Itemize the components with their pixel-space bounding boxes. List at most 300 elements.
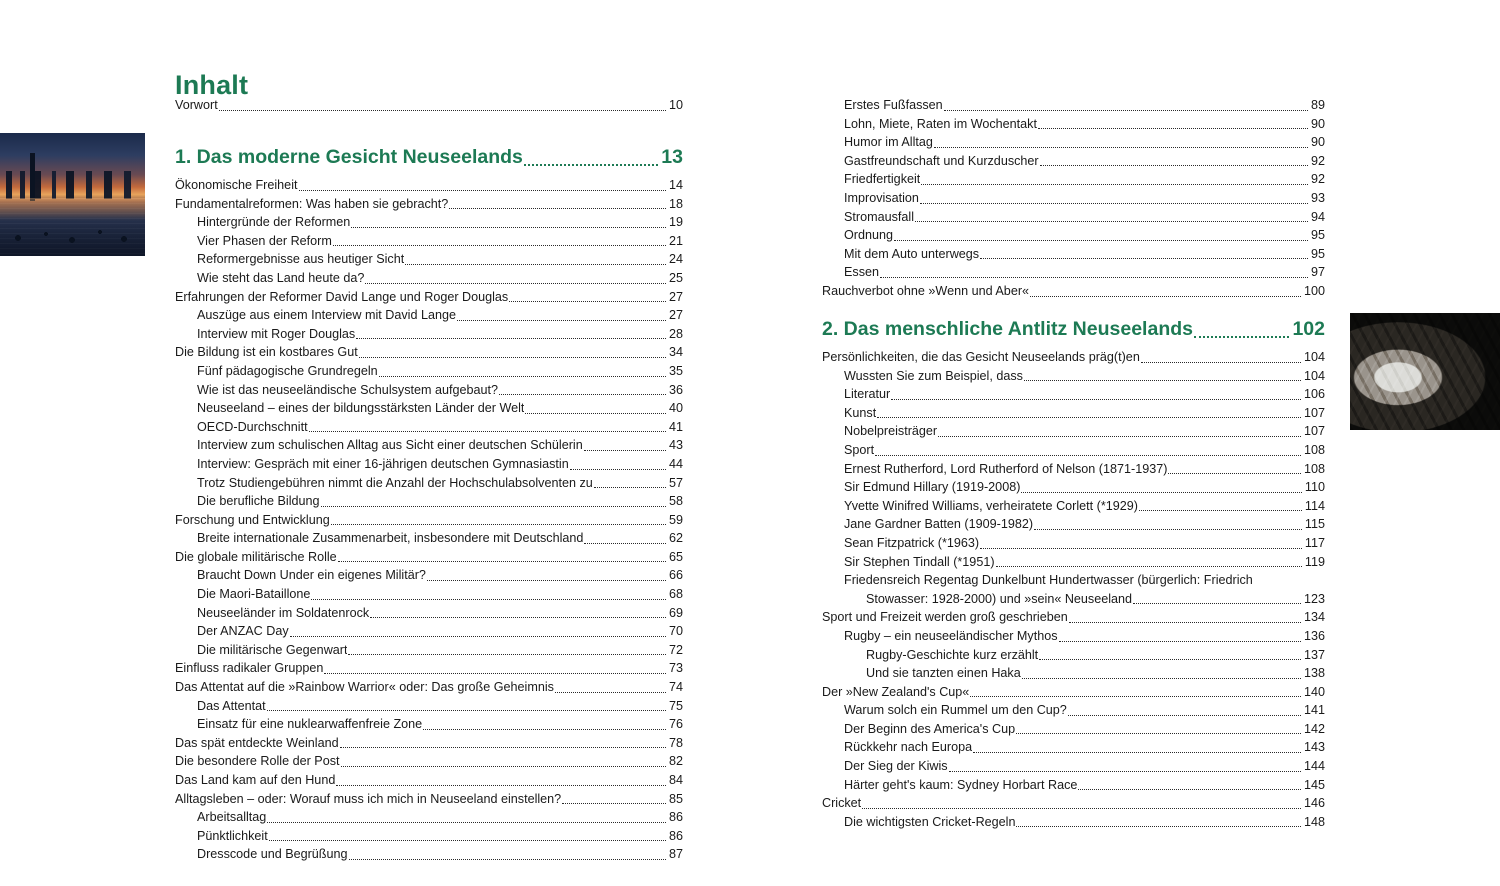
toc-entry-label: Ökonomische Freiheit (175, 178, 298, 192)
toc-entry-page: 69 (668, 605, 683, 620)
toc-entry[interactable] (175, 641, 683, 660)
toc-entry-page: 62 (668, 531, 683, 546)
toc-entry-label: Breite internationale Zusammenarbeit, insbesondere mit Deutschland (197, 531, 584, 546)
toc-entry[interactable] (175, 436, 683, 455)
leader-dots (1168, 473, 1301, 474)
toc-entry-page: 78 (668, 735, 683, 750)
leader-dots (365, 283, 666, 284)
leader-dots (980, 258, 1308, 259)
toc-entry[interactable] (175, 771, 683, 790)
toc-entry-label: Kunst (844, 405, 877, 420)
toc-entry-page: 27 (668, 289, 683, 304)
toc-entry-page: 21 (668, 233, 683, 248)
toc-entry-page: 138 (1303, 666, 1325, 681)
toc-entry-page: 19 (668, 215, 683, 230)
toc-entry-label: Der Beginn des America's Cup (844, 721, 1016, 736)
chapter-heading-2[interactable] (822, 314, 1325, 344)
leader-dots (290, 636, 666, 637)
chapter-page: 102 (1292, 318, 1325, 340)
toc-entry-page: 145 (1303, 777, 1325, 792)
toc-entry-page: 90 (1310, 135, 1325, 150)
toc-entry-label: Trotz Studiengebühren nimmt die Anzahl der Hochschulabsolventen zu (197, 475, 593, 490)
toc-entry-page: 72 (668, 642, 683, 657)
toc-entry-page: 141 (1303, 703, 1325, 718)
toc-entry-label2: Stowasser: 1928-2000) und »sein« Neuseeland (866, 591, 1133, 606)
leader-dots (1059, 641, 1301, 642)
toc-entry-page: 84 (668, 773, 683, 787)
toc-entry-page: 27 (668, 308, 683, 323)
toc-entry-label: Alltagsleben – oder: Worauf muss ich mich in Neuseeland einstellen? (175, 791, 562, 806)
toc-entry-label: Arbeitsalltag (197, 810, 267, 825)
toc-entry-label: Wussten Sie zum Beispiel, dass (844, 368, 1023, 383)
leader-dots (524, 164, 658, 166)
toc-entry-page: 75 (668, 698, 683, 713)
toc-entry[interactable] (822, 404, 1325, 423)
toc-entry-page: 110 (1304, 480, 1325, 495)
leader-dots (996, 566, 1302, 567)
toc-entry-page: 95 (1310, 228, 1325, 243)
leader-dots (405, 264, 666, 265)
leader-dots (1039, 659, 1301, 660)
toc-entry-page: 115 (1304, 517, 1325, 532)
toc-entry-label: Wie steht das Land heute da? (197, 270, 365, 285)
toc-entry[interactable] (175, 418, 683, 437)
leader-dots (880, 277, 1308, 278)
toc-entry-label: Vorwort (175, 98, 218, 112)
toc-entry[interactable] (175, 250, 683, 269)
leader-dots (555, 692, 666, 693)
leader-dots (938, 436, 1301, 437)
toc-entry-label: Interview zum schulischen Alltag aus Sicht einer deutschen Schülerin (197, 438, 583, 453)
toc-entry-page: 35 (668, 363, 683, 378)
toc-entry[interactable] (822, 646, 1325, 665)
toc-entry-label: Der »New Zealand's Cup« (822, 684, 970, 699)
toc-entry[interactable] (175, 566, 683, 585)
toc-entry-page: 82 (668, 754, 683, 769)
toc-entry-page: 117 (1304, 535, 1325, 550)
toc-entry-label: Neuseeland – eines der bildungsstärksten Länder der Welt (197, 401, 525, 416)
toc-entry-label: Rugby – ein neuseeländischer Mythos (844, 628, 1058, 643)
toc-entry-page: 92 (1310, 172, 1325, 187)
toc-entry-label: Pünktlichkeit (197, 828, 268, 843)
leader-dots (862, 808, 1301, 809)
toc-entry[interactable] (822, 571, 1325, 608)
leader-dots (949, 771, 1301, 772)
leader-dots (324, 673, 666, 674)
toc-entry-page: 140 (1303, 684, 1325, 699)
toc-entry[interactable] (822, 263, 1325, 282)
leader-dots (1141, 362, 1301, 363)
toc-entry-label: Sport und Freizeit werden groß geschrieben (822, 610, 1068, 625)
toc-entry[interactable] (175, 269, 683, 288)
page-title: Inhalt (175, 70, 249, 100)
toc-entry[interactable] (175, 399, 683, 418)
toc-entry-page: 143 (1303, 740, 1325, 755)
toc-entry-label: Das Land kam auf den Hund (175, 773, 336, 787)
leader-dots (423, 729, 666, 730)
leader-dots (1078, 789, 1301, 790)
toc-entry-page: 59 (668, 512, 683, 527)
toc-entry-page: 107 (1303, 405, 1325, 420)
toc-entry-page: 25 (668, 270, 683, 285)
toc-entry[interactable] (822, 422, 1325, 441)
leader-dots (499, 394, 666, 395)
toc-entry[interactable] (822, 189, 1325, 208)
leader-dots (1016, 826, 1301, 827)
toc-entry-page: 108 (1303, 442, 1325, 457)
toc-entry[interactable] (175, 343, 683, 362)
toc-entry-label: Braucht Down Under ein eigenes Militär? (197, 568, 426, 583)
toc-entry[interactable] (175, 790, 683, 809)
toc-entry-label: Einfluss radikaler Gruppen (175, 661, 324, 676)
toc-entry[interactable] (175, 548, 683, 567)
toc-entry-page: 104 (1303, 368, 1325, 383)
toc-entry[interactable] (822, 460, 1325, 479)
toc-entry-label: Sir Stephen Tindall (*1951) (844, 554, 995, 569)
leader-dots (920, 203, 1308, 204)
leader-dots (1069, 622, 1301, 623)
toc-entry-page: 137 (1303, 647, 1325, 662)
leader-dots (1030, 296, 1301, 297)
leader-dots (1024, 380, 1301, 381)
toc-entry-label: Humor im Alltag (844, 135, 933, 150)
toc-entry-page: 136 (1303, 628, 1325, 643)
leader-dots (359, 357, 666, 358)
leader-dots (944, 110, 1308, 111)
toc-entry-page: 108 (1303, 461, 1325, 476)
toc-entry[interactable] (175, 715, 683, 734)
toc-entry-label: Jane Gardner Batten (1909-1982) (844, 517, 1034, 532)
toc-entry-page: 74 (668, 680, 683, 695)
toc-entry-label-continuation (844, 590, 1325, 609)
leader-dots (594, 487, 666, 488)
toc-entry[interactable] (822, 701, 1325, 720)
toc-entry-page: 97 (1310, 265, 1325, 280)
toc-entry-page: 93 (1310, 190, 1325, 205)
toc-entry[interactable] (175, 678, 683, 697)
toc-entry-label: Die Bildung ist ein kostbares Gut (175, 345, 358, 360)
toc-entry-label: Die berufliche Bildung (197, 494, 320, 509)
leader-dots (349, 859, 666, 860)
toc-entry-label: Die militärische Gegenwart (197, 642, 348, 657)
leader-dots (267, 822, 666, 823)
toc-entry-label: Lohn, Miete, Raten im Wochentakt (844, 116, 1037, 131)
chapter-label: 1. Das moderne Gesicht Neuseelands (175, 146, 523, 168)
toc-entry-label: Friedensreich Regentag Dunkelbunt Hundertwasser (bürgerlich: Friedrich (844, 573, 1253, 588)
toc-entry-page: 148 (1303, 814, 1325, 829)
toc-entry-label: Warum solch ein Rummel um den Cup? (844, 703, 1067, 718)
leader-dots (321, 506, 666, 507)
toc-entry[interactable] (175, 752, 683, 771)
toc-entry-label: Rauchverbot ohne »Wenn und Aber« (822, 283, 1030, 298)
toc-entry-label: Die besondere Rolle der Post (175, 754, 340, 769)
toc-entry[interactable] (175, 288, 683, 307)
toc-entry[interactable] (175, 511, 683, 530)
toc-entry[interactable] (822, 478, 1325, 497)
toc-entry[interactable] (822, 553, 1325, 572)
toc-entry-page: 146 (1303, 796, 1325, 811)
toc-right-pre-chapter (822, 96, 1325, 301)
leader-dots (1040, 165, 1308, 166)
toc-entry-page: 14 (668, 178, 683, 192)
toc-entry-page: 36 (668, 382, 683, 397)
toc-entry-label: Yvette Winifred Williams, verheiratete Corlett (*1929) (844, 498, 1138, 513)
leader-dots (1139, 510, 1302, 511)
toc-entry-label: Interview: Gespräch mit einer 16-jährigen deutschen Gymnasiastin (197, 456, 569, 471)
toc-entry-page: 66 (668, 568, 683, 583)
toc-entry-page: 107 (1303, 424, 1325, 439)
toc-entry-label: OECD-Durchschnitt (197, 419, 308, 434)
toc-entry-label: Erstes Fußfassen (844, 98, 943, 112)
toc-entry[interactable] (822, 96, 1325, 115)
toc-list (822, 96, 1325, 301)
toc-entry-page: 86 (668, 810, 683, 825)
toc-entry[interactable] (175, 622, 683, 641)
toc-entry[interactable] (822, 813, 1325, 832)
toc-entry[interactable] (175, 734, 683, 753)
leader-dots (341, 766, 666, 767)
toc-entry[interactable] (175, 659, 683, 678)
leader-dots (891, 399, 1301, 400)
toc-entry[interactable] (822, 115, 1325, 134)
toc-entry[interactable] (175, 232, 683, 251)
toc-left-chapter-block (175, 128, 683, 864)
leader-dots (348, 654, 666, 655)
toc-entry-label: Auszüge aus einem Interview mit David Lange (197, 308, 457, 323)
toc-entry[interactable] (822, 282, 1325, 301)
toc-entry[interactable] (822, 534, 1325, 553)
leader-dots (1038, 128, 1308, 129)
toc-entry-page: 10 (668, 98, 683, 112)
leader-dots (509, 301, 666, 302)
leader-dots (915, 221, 1308, 222)
toc-entry-label: Sean Fitzpatrick (*1963) (844, 535, 980, 550)
toc-entry[interactable] (175, 455, 683, 474)
toc-entry-page: 44 (668, 456, 683, 471)
leader-dots (970, 696, 1301, 697)
sky-tower-icon (30, 153, 35, 201)
toc-entry-label: Fundamentalreformen: Was haben sie gebracht? (175, 196, 449, 211)
toc-entry-label: Sport (844, 442, 875, 457)
leader-dots (351, 227, 666, 228)
toc-entry-label: Friedfertigkeit (844, 172, 921, 187)
toc-entry[interactable] (175, 96, 683, 115)
leader-dots (1034, 529, 1302, 530)
leader-dots (356, 338, 666, 339)
toc-entry-label: Essen (844, 265, 880, 280)
toc-entry-label: Ordnung (844, 228, 894, 243)
toc-entry[interactable] (822, 170, 1325, 189)
toc-entry-page: 58 (668, 494, 683, 509)
toc-entry[interactable] (822, 683, 1325, 702)
toc-entry[interactable] (175, 492, 683, 511)
toc-entry-label: Forschung und Entwicklung (175, 512, 330, 527)
toc-entry-label: Gastfreundschaft und Kurzduscher (844, 153, 1039, 168)
chapter-label: 2. Das menschliche Antlitz Neuseelands (822, 318, 1193, 340)
toc-entry[interactable] (822, 738, 1325, 757)
toc-entry-label: Erfahrungen der Reformer David Lange und Roger Douglas (175, 289, 509, 304)
toc-entry[interactable] (822, 226, 1325, 245)
toc-entry[interactable] (175, 306, 683, 325)
toc-entry[interactable] (175, 213, 683, 232)
toc-entry-page: 119 (1304, 554, 1325, 569)
toc-entry-label: Persönlichkeiten, die das Gesicht Neuseelands präg(t)en (822, 350, 1140, 364)
toc-entry[interactable] (822, 133, 1325, 152)
toc-entry[interactable] (175, 808, 683, 827)
leader-dots (338, 561, 666, 562)
leader-dots (457, 320, 666, 321)
chapter-heading-1[interactable] (175, 142, 683, 172)
toc-entry-page: 89 (1310, 98, 1325, 112)
leader-dots (333, 245, 666, 246)
harbour-skyline-photo (0, 133, 145, 256)
toc-entry-page: 34 (668, 345, 683, 360)
toc-entry-page: 43 (668, 438, 683, 453)
toc-entry-label: Interview mit Roger Douglas (197, 326, 356, 341)
toc-entry-label: Reformergebnisse aus heutiger Sicht (197, 252, 405, 267)
toc-entry[interactable] (822, 385, 1325, 404)
toc-entry-page: 41 (668, 419, 683, 434)
toc-entry[interactable] (175, 325, 683, 344)
toc-entry[interactable] (175, 697, 683, 716)
leader-dots (921, 184, 1308, 185)
toc-entry[interactable] (175, 845, 683, 864)
leader-dots (894, 240, 1308, 241)
leader-dots (1022, 678, 1301, 679)
toc-entry-label: Die globale militärische Rolle (175, 549, 337, 564)
leader-dots (934, 147, 1308, 148)
toc-entry-page: 144 (1303, 759, 1325, 774)
toc-entry[interactable] (822, 515, 1325, 534)
leader-dots (584, 450, 666, 451)
leader-dots (973, 752, 1301, 753)
toc-entry[interactable] (175, 585, 683, 604)
toc-entry-page: 104 (1303, 350, 1325, 364)
toc-entry-page: 87 (668, 847, 683, 862)
toc-entry-label: Nobelpreisträger (844, 424, 938, 439)
toc-entry-label: Stromausfall (844, 209, 914, 224)
toc-entry-label: Rugby-Geschichte kurz erzählt (866, 647, 1039, 662)
toc-left-pre-chapter (175, 96, 683, 115)
toc-entry-page: 40 (668, 401, 683, 416)
toc-entry[interactable] (822, 627, 1325, 646)
leader-dots (1133, 603, 1301, 604)
toc-entry-page: 95 (1310, 246, 1325, 261)
leader-dots (427, 580, 666, 581)
leader-dots (562, 803, 666, 804)
leader-dots (1021, 492, 1302, 493)
toc-entry[interactable] (822, 757, 1325, 776)
toc-entry[interactable] (175, 362, 683, 381)
toc-entry[interactable] (822, 441, 1325, 460)
toc-entry-page: 70 (668, 624, 683, 639)
boats-silhouette (0, 220, 145, 246)
toc-entry-label: Das Attentat auf die »Rainbow Warrior« oder: Das große Geheimnis (175, 680, 554, 695)
toc-entry-label: Und sie tanzten einen Haka (866, 666, 1021, 681)
toc-entry-label: Literatur (844, 387, 891, 402)
toc-entry-label: Einsatz für eine nuklearwaffenfreie Zone (197, 717, 423, 732)
toc-entry-label: Sir Edmund Hillary (1919-2008) (844, 480, 1021, 495)
portrait-texture (1350, 313, 1500, 430)
toc-entry[interactable] (822, 208, 1325, 227)
toc-entry-label: Die wichtigsten Cricket-Regeln (844, 814, 1016, 829)
leader-dots (269, 840, 666, 841)
toc-entry[interactable] (822, 367, 1325, 386)
toc-entry-label: Dresscode und Begrüßung (197, 847, 348, 862)
leader-dots (584, 543, 666, 544)
toc-entry-label: Die Maori-Bataillone (197, 587, 311, 602)
toc-entry[interactable] (175, 381, 683, 400)
toc-entry-label: Fünf pädagogische Grundregeln (197, 363, 378, 378)
toc-entry[interactable] (175, 827, 683, 846)
toc-entry[interactable] (175, 474, 683, 493)
toc-entry-label: Mit dem Auto unterwegs (844, 246, 980, 261)
toc-entry-page: 94 (1310, 209, 1325, 224)
toc-entry-page: 92 (1310, 153, 1325, 168)
toc-entry[interactable] (822, 776, 1325, 795)
leader-dots (299, 190, 666, 191)
toc-entry-label: Hintergründe der Reformen (197, 215, 351, 230)
toc-entry-label: Der ANZAC Day (197, 624, 289, 639)
toc-entry[interactable] (822, 794, 1325, 813)
toc-entry-page: 85 (668, 791, 683, 806)
toc-entry-label: Improvisation (844, 190, 919, 205)
toc-list (175, 176, 683, 864)
toc-entry-page: 28 (668, 326, 683, 341)
toc-entry-label: Vier Phasen der Reform (197, 233, 332, 248)
toc-entry-page: 142 (1303, 721, 1325, 736)
toc-entry-label: Cricket (822, 796, 862, 811)
toc-entry-label: Härter geht's kaum: Sydney Horbart Race (844, 777, 1078, 792)
toc-entry-page: 65 (668, 549, 683, 564)
leader-dots (1068, 715, 1301, 716)
leader-dots (1194, 336, 1289, 338)
toc-entry[interactable] (822, 348, 1325, 367)
leader-dots (525, 413, 666, 414)
toc-list (175, 96, 683, 115)
toc-entry[interactable] (822, 720, 1325, 739)
toc-entry[interactable] (175, 176, 683, 195)
toc-entry-label: Neuseeländer im Soldatenrock (197, 605, 370, 620)
leader-dots (340, 747, 666, 748)
toc-list (822, 348, 1325, 831)
toc-entry[interactable] (822, 497, 1325, 516)
leader-dots (570, 469, 666, 470)
toc-entry-label: Wie ist das neuseeländische Schulsystem aufgebaut? (197, 382, 499, 397)
leader-dots (311, 599, 666, 600)
toc-entry[interactable] (822, 608, 1325, 627)
toc-entry-page: 76 (668, 717, 683, 732)
toc-entry[interactable] (822, 152, 1325, 171)
toc-entry[interactable] (822, 245, 1325, 264)
leader-dots (370, 617, 666, 618)
toc-entry-label: Ernest Rutherford, Lord Rutherford of Nelson (1871-1937) (844, 461, 1168, 476)
toc-entry-label: Das Attentat (197, 698, 266, 713)
toc-entry[interactable] (822, 664, 1325, 683)
leader-dots (449, 208, 666, 209)
toc-entry[interactable] (175, 604, 683, 623)
toc-entry-page: 73 (668, 661, 683, 676)
leader-dots (980, 548, 1302, 549)
toc-entry[interactable] (175, 529, 683, 548)
toc-entry[interactable] (175, 195, 683, 214)
skyline-silhouette (0, 171, 145, 199)
toc-entry-page: 100 (1303, 283, 1325, 298)
toc-entry-page: 68 (668, 587, 683, 602)
leader-dots (219, 110, 666, 111)
toc-entry-page: 86 (668, 828, 683, 843)
chapter-page: 13 (661, 146, 683, 168)
